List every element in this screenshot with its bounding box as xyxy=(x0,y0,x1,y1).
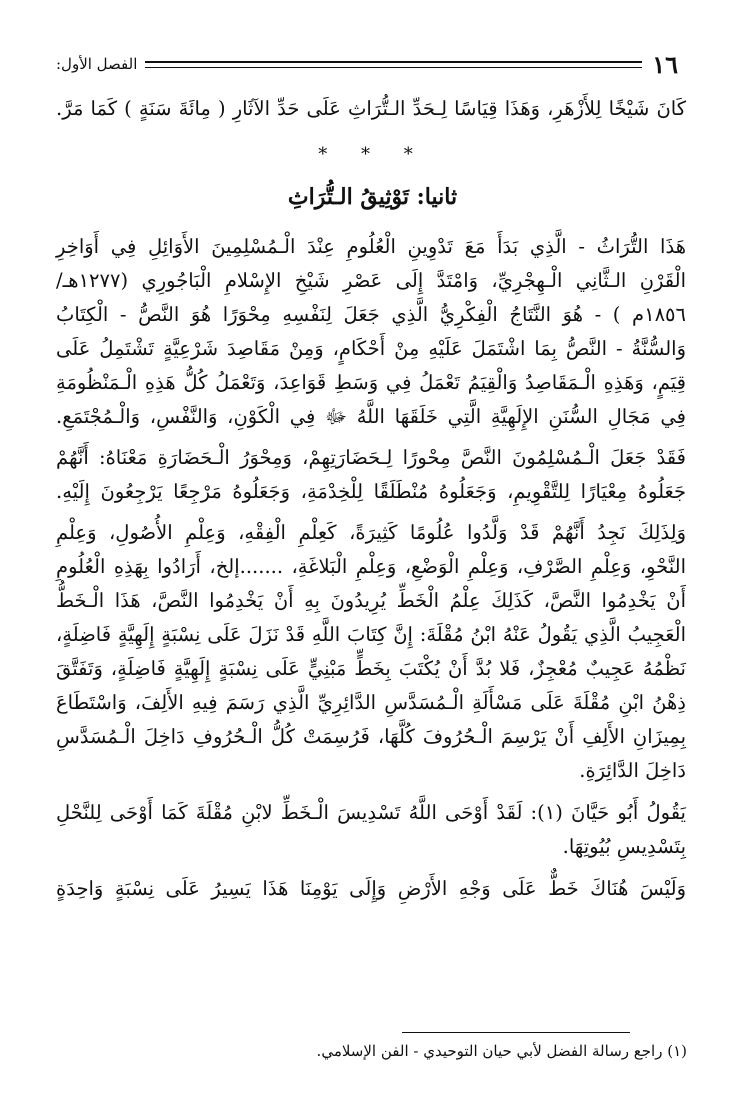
text-line: الْقَرْنِ الـثَّانِي الْـهِجْرِيِّ، وَامْتَدَّ إِلَى عَصْرِ شَيْخِ الإِسْلامِ الْبَاجُورِي (١٢٧٧هـ/ xyxy=(56,269,686,292)
text-line: وَالسُّنَّةُ - النَّصُّ بِمَا اشْتَمَلَ عَلَيْهِ مِنْ أَحْكَامٍ، وَمِنْ مَقَاصِدَ شَرْعِيَّةٍ تَشْتَمِلُ عَلَى xyxy=(56,337,686,360)
text-line: ١٨٥٦م ) - هُوَ النَّتَاجُ الْفِكْرِيُّ الَّذِي جَعَلَ لِنَفْسِهِ مِحْوَرًا هُوَ النَّصُّ - الْكِتَابُ xyxy=(56,303,686,326)
header-rule xyxy=(145,61,642,68)
text-line: ذِهْنُ ابْنِ مُقْلَةَ عَلَى مَسْأَلَةِ الْـمُسَدَّسِ الدَّائِرِيِّ الَّذِي رَسَمَ فِيهِ الأَلِفَ، وَاسْتَطَاعَ xyxy=(56,691,686,714)
text-line: بِمِيزَانِ الأَلِفِ أَنْ يَرْسِمَ الْـحُرُوفَ كُلَّهَا، فَرُسِمَتْ كُلُّ الْـحُرُوفِ دَاخِلَ الْـمُسَدَّسِ xyxy=(56,725,686,748)
text-line: أَنْ يَخْدِمُوا النَّصَّ، كَذَلِكَ عِلْمُ الْخَطِّ يُرِيدُونَ بِهِ أَنْ يَخْدِمُوا النَّصَّ، هَذَا الْـخَطُّ xyxy=(56,589,686,612)
text-line: دَاخِلَ الدَّائِرَةِ. xyxy=(579,759,686,782)
footnote: (١) راجع رسالة الفضل لأبي حيان التوحيدي - الفن الإسلامي. xyxy=(316,1042,687,1060)
text-line: فَقَدْ جَعَلَ الْـمُسْلِمُونَ النَّصَّ مِحْورًا لِـحَضَارَتِهِمْ، وَمِحْوَرُ الْـحَضَارَةِ مَعْنَاهُ: أَنَّهُمْ xyxy=(56,446,686,469)
text-line: نَظْمُهُ عَجِيبٌ مُعْجِزٌ، فَلا بُدَّ أَنْ يُكْتَبَ بِخَطٍّ مَبْنِيٍّ عَلَى نِسْبَةٍ إِلَهِيَّةٍ فَاضِلَةٍ، وَتَفَتَّقَ xyxy=(56,657,686,680)
text-line: وَلَيْسَ هُنَاكَ خَطٌّ عَلَى وَجْهِ الأَرْضِ وَإِلَى يَوْمِنَا هَذَا يَسِيرُ عَلَى نِسْبَةٍ وَاحِدَةٍ xyxy=(56,877,686,900)
running-header xyxy=(56,49,678,79)
text-line: قِيَمٍ، وَهَذِهِ الْـمَقَاصِدُ وَالْقِيَمُ تَعْمَلُ فِي وَسَطِ قَوَاعِدَ، وَتَعْمَلُ كُلُّ هَذِهِ الْـمَنْظُومَةِ xyxy=(56,371,686,394)
text-line: فِي مَجَالِ السُّنَنِ الإِلَهِيَّةِ الَّتِي خَلَقَهَا اللَّهُ ﷻ فِي الْكَوْنِ، وَالنَّفْسِ، وَالْـمُجْتَمَعِ. xyxy=(56,405,686,428)
text-line: يَقُولُ أَبُو حَيَّانَ (١): لَقَدْ أَوْحَى اللَّهُ تَسْدِيسَ الْـخَطِّ لابْنِ مُقْلَةَ كَمَا أَوْحَى لِلنَّحْلِ xyxy=(56,801,686,824)
text-line: الْعَجِيبُ الَّذِي يَقُولُ عَنْهُ ابْنُ مُقْلَةَ: إِنَّ كِتَابَ اللَّهِ قَدْ نَزَلَ عَلَى نِسْبَةٍ إِلَهِيَّةٍ فَاضِلَةٍ، xyxy=(56,623,686,646)
text-line: بِتَسْدِيسِ بُيُوتِهَا. xyxy=(562,835,686,858)
chapter-title: الفصل الأول: xyxy=(56,55,138,73)
text-line: هَذَا التُّرَاثُ - الَّذِي بَدَأَ مَعَ تَدْوِينِ الْعُلُومِ عِنْدَ الْـمُسْلِمِينَ الأَوَائِلِ فِي أَوَاخِرِ xyxy=(56,235,686,258)
text-line: كَانَ شَيْخًا لِلأَزْهَرِ، وَهَذَا قِيَاسًا لِـحَدِّ الـتُّرَاثِ عَلَى حَدِّ الآثَارِ ( مِائَةَ سَنَةٍ ) كَمَا مَرَّ. xyxy=(56,97,686,120)
footnote-rule xyxy=(402,1032,630,1033)
text-line: وَلِذَلِكَ نَجِدُ أَنَّهُمْ قَدْ وَلَّدُوا عُلُومًا كَثِيرَةً، كَعِلْمِ الْفِقْهِ، وَعِلْمِ الأُصُولِ، وَعِلْمِ xyxy=(56,521,686,544)
text-line: النَّحْوِ، وَعِلْمِ الصَّرْفِ، وَعِلْمِ الْوَضْعِ، وَعِلْمِ الْبَلاغَةِ، .......إلخ، أَرَادُوا بِهَذِهِ الْعُلُومِ xyxy=(56,555,686,578)
text-line: جَعَلُوهُ مِعْيَارًا لِلتَّقْوِيمِ، وَجَعَلُوهُ مُنْطَلَقًا لِلْخِدْمَةِ، وَجَعَلُوهُ مَرْجِعًا يَرْجِعُونَ إِلَيْهِ. xyxy=(56,480,686,503)
section-heading: ثانيا: تَوْثِيقُ الـتُّرَاثِ xyxy=(287,184,458,210)
page-number: ١٦ xyxy=(652,49,678,79)
section-separator: * * * xyxy=(318,144,427,165)
